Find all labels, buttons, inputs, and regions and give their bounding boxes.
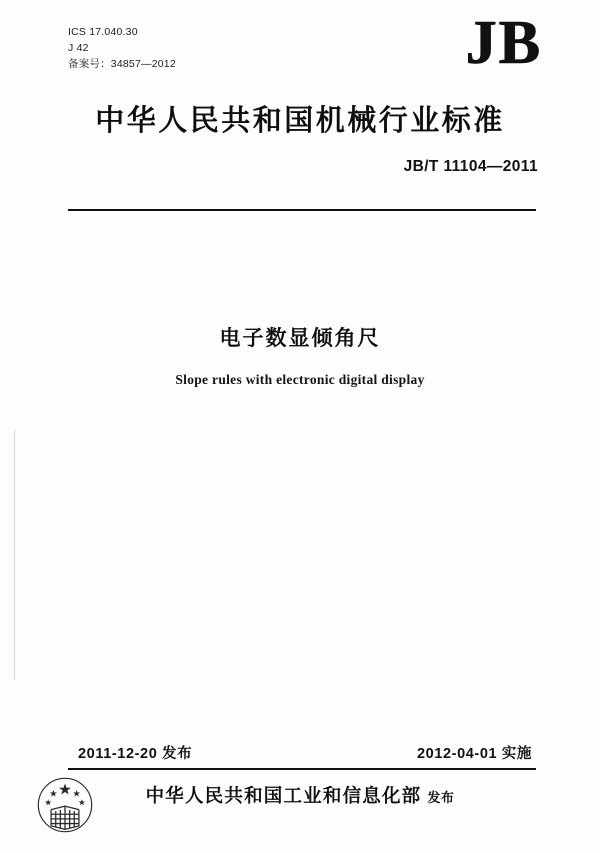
classification-code: J 42 bbox=[68, 42, 89, 54]
document-title-chinese: 电子数显倾角尺 bbox=[219, 327, 381, 350]
scan-artifact-line bbox=[14, 430, 15, 680]
ics-code: ICS 17.040.30 bbox=[68, 26, 138, 38]
standard-series-title: 中华人民共和国机械行业标准 bbox=[95, 105, 505, 137]
jb-logo: JB bbox=[465, 9, 542, 77]
publisher-line bbox=[0, 782, 600, 808]
record-number: 备案号：34857—2012 bbox=[68, 58, 176, 70]
bottom-divider bbox=[68, 768, 536, 770]
publisher-suffix: 发布 bbox=[427, 790, 455, 805]
top-divider bbox=[68, 209, 536, 211]
document-title-english: Slope rules with electronic digital display bbox=[175, 372, 425, 387]
publisher-name: 中华人民共和国工业和信息化部 bbox=[145, 785, 422, 806]
header-codes-block bbox=[68, 24, 176, 72]
issue-date: 2011-12-20 发布 bbox=[78, 746, 193, 762]
implementation-date: 2012-04-01 实施 bbox=[417, 746, 532, 762]
standard-number: JB/T 11104—2011 bbox=[403, 158, 538, 175]
